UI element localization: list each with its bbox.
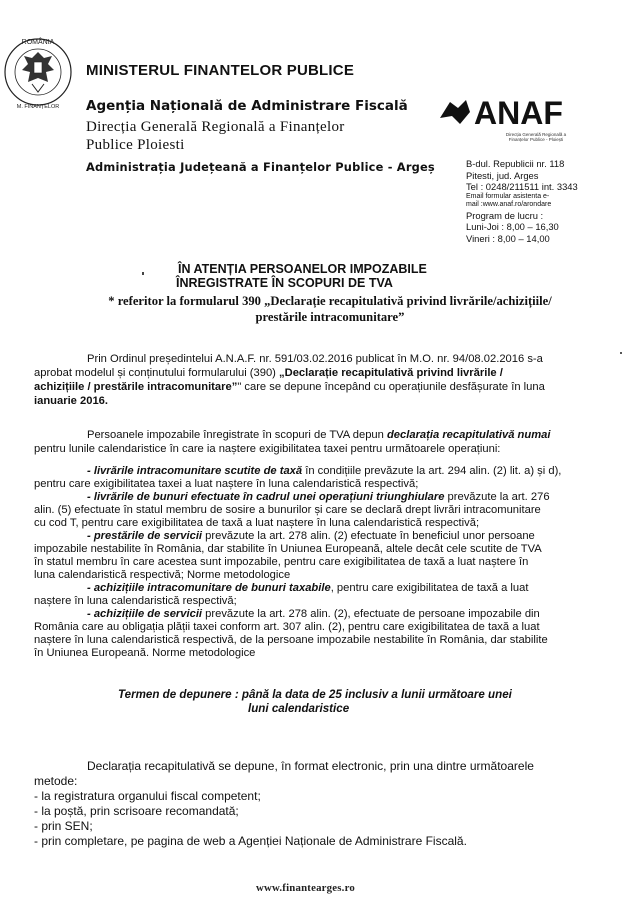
crest-top-text: ROMÂNIA xyxy=(21,39,55,46)
agency-title: Agenția Națională de Administrare Fiscală xyxy=(86,98,408,114)
address-street: B-dul. Republicii nr. 118 xyxy=(466,158,565,169)
text-run: în condițiile prevăzute la art. 294 alin. (2) lit. a) și d), xyxy=(302,465,562,477)
deadline-line1: Termen de depunere : până la data de 25 inclusiv a lunii următoare unei xyxy=(118,688,512,701)
method-item: - la registratura organului fiscal competent; xyxy=(34,789,261,803)
form-reference xyxy=(80,293,580,325)
contact-block xyxy=(466,158,626,244)
list-item xyxy=(87,582,528,595)
method-item: - prin completare, pe pagina de web a Agenției Naționale de Administrare Fiscală. xyxy=(34,834,467,848)
text-run: " care se depune începând cu operațiunile desfășurate în luna xyxy=(237,381,545,393)
subject-line1: ÎN ATENȚIA PERSOANELOR IMPOZABILE xyxy=(178,262,427,276)
paragraph-line: România care au obligația plății taxei conform art. 307 alin. (2), pentru care exigibilitatea de taxă a luat xyxy=(34,621,540,633)
text-run: Persoanele impozabile înregistrate în scopuri de TVA depun xyxy=(87,429,387,441)
text-run: prevăzute la art. 276 xyxy=(444,491,550,503)
county-administration: Administrația Județeană a Finanțelor Publice - Argeș xyxy=(86,160,435,174)
scan-speck xyxy=(142,272,144,275)
form-name-bold: „Declarație recapitulativă privind livrările / xyxy=(279,367,503,379)
crest-bottom-text: M. FINANȚELOR xyxy=(16,104,60,110)
ministry-crest-icon xyxy=(2,28,74,116)
emphasis-text: declarația recapitulativă numai xyxy=(386,429,551,441)
paragraph-line xyxy=(87,429,551,442)
ministry-title: MINISTERUL FINANTELOR PUBLICE xyxy=(86,62,355,79)
scan-speck xyxy=(620,352,622,354)
paragraph-line: ianuarie 2016. xyxy=(34,395,109,407)
subject-line2: ÎNREGISTRATE ÎN SCOPURI DE TVA xyxy=(176,276,393,290)
regional-direction: Direcția Generală Regională a Finanțelor Publice Ploiesti xyxy=(86,119,345,153)
text-run: prevăzute la art. 278 alin. (2) efectuate în beneficiul unor persoane xyxy=(202,530,535,542)
paragraph-line: alin. (5) efectuate în statul membru de sosire a bunurilor și care se declară drept livrări intracomunitare xyxy=(34,504,541,516)
item-heading: - prestările de servicii xyxy=(87,530,203,542)
item-heading: - livrările de bunuri efectuate în cadrul unei operațiuni triunghiulare xyxy=(87,491,445,503)
form-reference-line2: prestările intracomunitare” xyxy=(255,310,405,324)
address-email-line1: Email formular asistenta e- xyxy=(466,192,550,200)
text-run: prevăzute la art. 278 alin. (2), efectuate de persoane impozabile din xyxy=(202,608,540,620)
paragraph-line: în statul membru în care acestea sunt impozabile, pentru care exigibilitatea de taxă a luat naștere în xyxy=(34,556,529,568)
item-heading: - achizițiile intracomunitare de bunuri taxabile xyxy=(87,582,331,594)
list-item xyxy=(87,465,561,478)
methods-intro-end: metode: xyxy=(34,774,78,788)
item-heading: - livrările intracomunitare scutite de taxă xyxy=(87,465,303,477)
list-item xyxy=(87,491,550,504)
list-item xyxy=(87,608,540,621)
address-email-line2: mail :www.anaf.ro/arondare xyxy=(466,201,552,209)
anaf-logo-icon xyxy=(436,94,596,128)
paragraph-line: naștere în luna calendaristică respectivă, de la persoane impozabile nestabilite în România, dar stabilite xyxy=(34,634,548,646)
address-hours2: Vineri : 8,00 – 14,00 xyxy=(466,232,550,244)
paragraph-line: pentru care exigibilitatea taxei a luat naștere în luna calendaristică respectivă; xyxy=(34,478,419,490)
method-item: - la poștă, prin scrisoare recomandată; xyxy=(34,804,239,818)
paragraph-line: cu cod T, pentru care exigibilitatea de taxă a luat naștere în luna calendaristică respectivă; xyxy=(34,517,480,529)
form-reference-line1: * referitor la formularul 390 „Declarație recapitulativă privind livrările/achizițiile/ xyxy=(108,294,552,308)
paragraph-line: impozabile nestabilite în România, dar stabilite în Uniunea Europeană, altele decât cele scutite de TVA xyxy=(34,543,542,555)
address-program: Program de lucru : xyxy=(466,209,544,221)
list-item xyxy=(87,530,535,543)
paragraph-line xyxy=(34,367,614,380)
text-run: , pentru care exigibilitatea de taxă a luat xyxy=(330,582,529,594)
address-hours1: Luni-Joi : 8,00 – 16,30 xyxy=(466,221,559,233)
paragraph-line: în Uniunea Europeană. Norme metodologice xyxy=(34,647,256,659)
address-phone: Tel : 0248/211511 int. 3343 xyxy=(466,181,578,193)
paragraph-line: naștere în luna calendaristică respectivă; xyxy=(34,595,237,607)
item-heading: - achizițiile de servicii xyxy=(87,608,203,620)
address-city: Pitesti, jud. Arges xyxy=(466,169,539,181)
deadline-line2: luni calendaristice xyxy=(248,702,350,715)
footer-website: www.finantearges.ro xyxy=(256,882,355,894)
form-name-bold: achizițiile / prestările intracomunitare” xyxy=(34,381,238,393)
method-item: - prin SEN; xyxy=(34,819,93,833)
paragraph-line: Prin Ordinul președintelui A.N.A.F. nr. 591/03.02.2016 publicat în M.O. nr. 94/08.02.2016 s-a xyxy=(87,353,543,365)
methods-intro: Declarația recapitulativă se depune, în format electronic, prin una dintre următoarele xyxy=(87,759,534,773)
paragraph-line: luna calendaristică respectivă; Norme metodologice xyxy=(34,569,291,581)
text-run: aprobat modelul și conținutului formularului (390) xyxy=(34,367,280,379)
paragraph-line: pentru lunile calendaristice în care ia naștere exigibilitatea taxei pentru următoarele operațiuni: xyxy=(34,443,501,455)
paragraph-line xyxy=(34,381,614,394)
anaf-logo-text: ANAF xyxy=(474,95,563,128)
logo-subtext: Direcția Generală Regională a Finanțelor Publice - Ploiești xyxy=(505,132,567,142)
